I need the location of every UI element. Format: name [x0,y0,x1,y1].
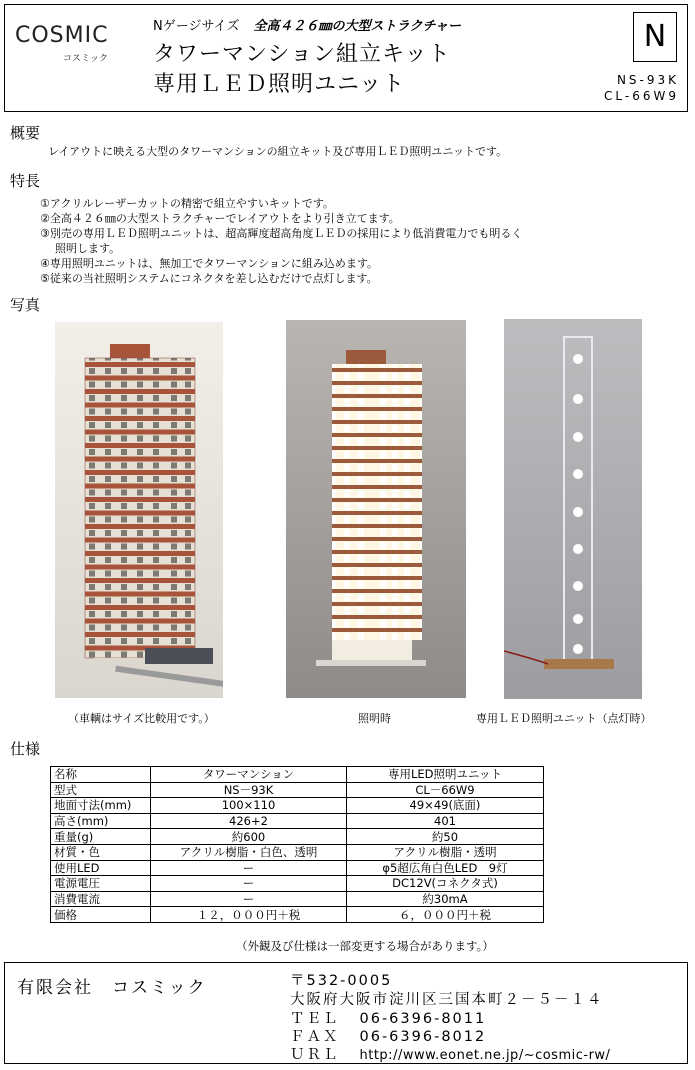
spec-key: 消費電流 [51,891,151,907]
feature-line-1: ①アクリルレーザーカットの精密で組立やすいキットです。 [40,197,334,210]
cosmic-logo [15,23,125,73]
spec-row [51,782,544,798]
spec-value-led: CL－66W9 [347,782,544,798]
spec-value-led: ６，０００円＋税 [347,907,544,923]
spec-row [51,891,544,907]
spec-row [51,907,544,923]
product-subtitle: 専用ＬＥＤ照明ユニット [153,72,406,97]
spec-row [51,798,544,814]
overview-text: レイアウトに映える大型のタワーマンションの組立キット及び専用ＬＥＤ照明ユニットです。 [48,145,508,158]
spec-key: 電源電圧 [51,876,151,892]
spec-row [51,829,544,845]
spec-value-kit: １２，０００円＋税 [151,907,347,923]
spec-row [51,844,544,860]
spec-key: 重量(g) [51,829,151,845]
tel-label: ＴＥＬ [290,1011,340,1027]
photo-tower-unlit [55,322,223,698]
feature-line-4: ④専用照明ユニットは、無加工でタワーマンションに組み込めます。 [40,257,379,270]
spec-row [51,767,544,783]
feature-line-2: ②全高４２６㎜の大型ストラクチャーでレイアウトをより引き立てます。 [40,212,400,225]
header-line1 [153,15,461,34]
caption-tower-lit: 照明時 [358,712,391,725]
spec-table [50,766,544,923]
overview-heading: 概要 [10,124,41,142]
caption-tower-unlit: （車輌はサイズ比較用です。） [68,712,215,725]
feature-line-3: ③別売の専用ＬＥＤ照明ユニットは、超高輝度超高角度ＬＥＤの採用により低消費電力でも明るく [40,227,523,240]
spec-key: 高さ(mm) [51,813,151,829]
led-unit-illustration [504,319,642,699]
street-address: 大阪府大阪市淀川区三国本町２－５－１４ [290,992,604,1008]
caption-led-unit: 専用ＬＥＤ照明ユニット（点灯時） [476,712,652,725]
footer-box [4,962,688,1064]
photo-led-unit [504,319,642,699]
url-row [290,1043,610,1064]
spec-value-led: 約30mA [347,891,544,907]
url-label: ＵＲＬ [290,1047,340,1063]
spec-value-kit: 約600 [151,829,347,845]
spec-key: 地面寸法(mm) [51,798,151,814]
spec-value-led: 約50 [347,829,544,845]
tower-lit-illustration [286,320,466,698]
model-number-led: CL-66W9 [604,89,679,103]
spec-value-kit: ー [151,891,347,907]
spec-heading: 仕様 [10,740,41,758]
spec-value-led: アクリル樹脂・透明 [347,844,544,860]
n-gauge-mark: N [633,12,677,62]
spec-value-kit: アクリル樹脂・白色、透明 [151,844,347,860]
spec-value-led: DC12V(コネクタ式) [347,876,544,892]
spec-key: 材質・色 [51,844,151,860]
spec-key: 価格 [51,907,151,923]
feature-line-5: ⑤従来の当社照明システムにコネクタを差し込むだけで点灯します。 [40,272,378,285]
tower-unlit-illustration [55,322,223,698]
features-heading: 特長 [10,172,41,190]
postal-code: 〒532-0005 [290,973,393,989]
spec-value-kit: NS－93K [151,782,347,798]
spec-value-kit: ー [151,876,347,892]
photo-tower-lit [286,320,466,698]
spec-row [51,876,544,892]
spec-value-led: 401 [347,813,544,829]
spec-key: 名称 [51,767,151,783]
spec-value-led: 49×49(底面) [347,798,544,814]
spec-value-kit: ー [151,860,347,876]
spec-key: 型式 [51,782,151,798]
spec-note: （外観及び仕様は一部変更する場合があります。） [236,939,494,953]
product-title: タワーマンション組立キット [153,42,451,67]
spec-value-kit: タワーマンション [151,767,347,783]
model-number-kit: NS-93K [616,73,679,87]
logo-subtext: コスミック [63,54,108,64]
company-name: 有限会社 コスミック [17,978,207,998]
header-box [4,4,688,112]
spec-key: 使用LED [51,860,151,876]
fax-number: 06-6396-8012 [359,1029,487,1045]
feature-line-3-cont: 照明します。 [55,242,121,255]
fax-label: ＦＡＸ [290,1029,340,1045]
spec-row [51,860,544,876]
spec-value-kit: 100×110 [151,798,347,814]
spec-value-led: φ5超広角白色LED 9灯 [347,860,544,876]
spec-value-kit: 426+2 [151,813,347,829]
spec-row [51,813,544,829]
scale-label: Nゲージサイズ [153,19,240,34]
tagline: 全高４２６㎜の大型ストラクチャー [253,19,462,34]
photos-heading: 写真 [10,296,41,314]
tel-number: 06-6396-8011 [359,1011,487,1027]
website-link[interactable]: http://www.eonet.ne.jp/~cosmic-rw/ [359,1048,611,1063]
logo-text: COSMIC [15,23,109,48]
spec-value-led: 専用LED照明ユニット [347,767,544,783]
